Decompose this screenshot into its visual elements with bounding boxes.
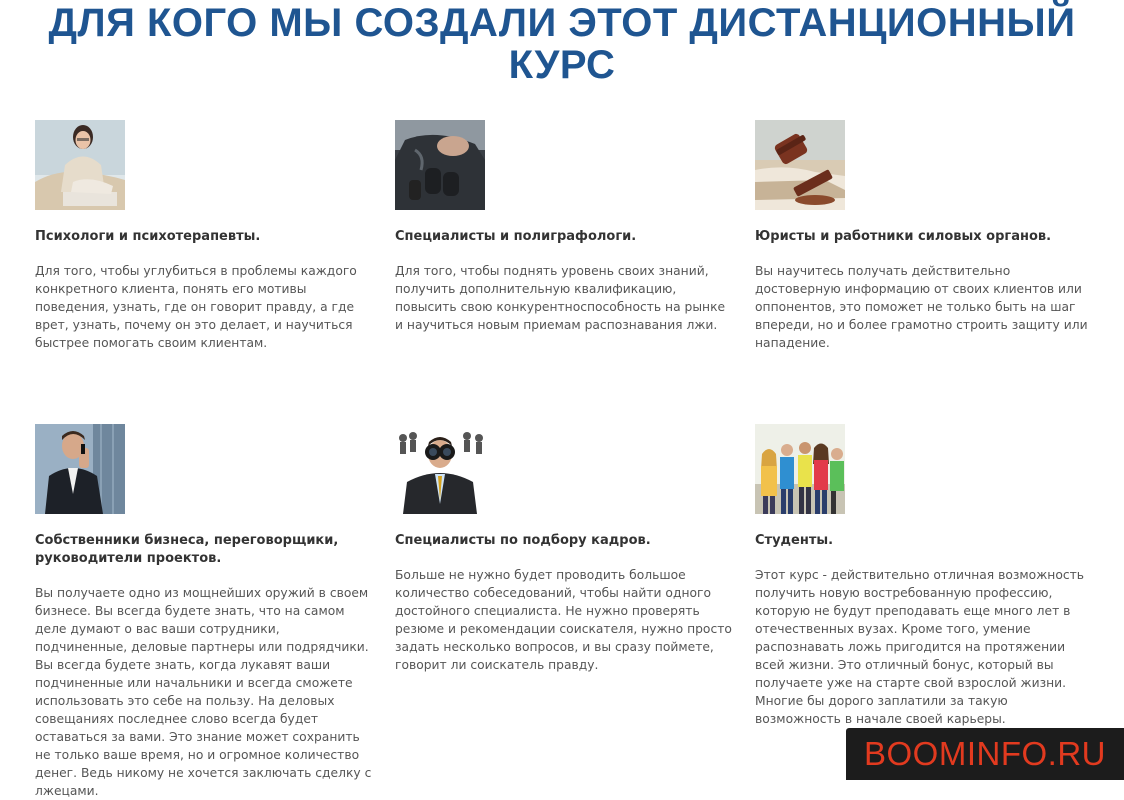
card-text: Больше не нужно будет проводить большое количество собеседований, чтобы найти одного достойного специалиста. Не нужно проверять резюме и рекомендации соискателя, нужно просто задать несколько вопросов, и вы сразу поймете, говорит ли соискатель правду. xyxy=(395,568,732,672)
card-title: Собственники бизнеса, переговорщики, руководители проектов. xyxy=(35,533,339,566)
card-title: Студенты. xyxy=(755,533,834,548)
card-text: Для того, чтобы углубиться в проблемы каждого конкретного клиента, понять его мотивы поведения, узнать, где он говорит правду, а где врет, узнать, почему он это делает, и научиться быстрее помогать своим клиентам. xyxy=(35,264,357,350)
card-title: Специалисты по подбору кадров. xyxy=(395,533,651,548)
page-title-line1: ДЛЯ КОГО МЫ СОЗДАЛИ ЭТОТ ДИСТАНЦИОННЫЙ xyxy=(48,1,1076,45)
polygraph-hands-photo xyxy=(395,120,485,210)
card-title: Юристы и работники силовых органов. xyxy=(755,229,1052,244)
card-title: Психологи и психотерапевты. xyxy=(35,229,261,244)
card-text: Вы получаете одно из мощнейших оружий в своем бизнесе. Вы всегда будете знать, что на самом деле думают о вас ваши сотрудники, подчиненные, деловые партнеры или подрядчики. Вы всегда будете знать, когда лукавят ваши подчиненные или начальники и всегда сможете использовать это себе на пользу. На деловых совещаниях последнее слово всегда будет оставаться за вами. Это знание может сохранить не только ваше время, но и огромное количество денег. Ведь никому не хочется заключать сделку с лжецами. xyxy=(35,586,372,798)
watermark-text: BOOMINFO.RU xyxy=(864,735,1106,772)
watermark-badge xyxy=(846,728,1124,780)
judge-gavel-photo xyxy=(755,120,845,210)
woman-psychologist-photo xyxy=(35,120,125,210)
card-text: Для того, чтобы поднять уровень своих знаний, получить дополнительную квалификацию, повысить свою конкурентноспособность на рынке и научиться новым приемам распознавания лжи. xyxy=(395,264,726,332)
businessman-phone-photo xyxy=(35,424,125,514)
students-group-photo xyxy=(755,424,845,514)
page-title-line2: КУРС xyxy=(508,43,616,87)
card-text: Вы научитесь получать действительно достоверную информацию от своих клиентов или оппонентов, это поможет не только быть на шаг впереди, но и более грамотно строить защиту или нападение. xyxy=(755,264,1088,350)
card-text: Этот курс - действительно отличная возможность получить новую востребованную профессию, которую не будут преподавать еще много лет в отечественных вузах. Кроме того, умение распознавать ложь пригодится на протяжении всей жизни. Это отличный бонус, который вы получаете уже на старте свой взрослой жизни. Многие бы дорого заплатили за такую возможность в начале своей карьеры. xyxy=(755,568,1085,726)
page-title xyxy=(0,2,1124,86)
card-title: Специалисты и полиграфологи. xyxy=(395,229,637,244)
man-binoculars-photo xyxy=(395,424,485,514)
